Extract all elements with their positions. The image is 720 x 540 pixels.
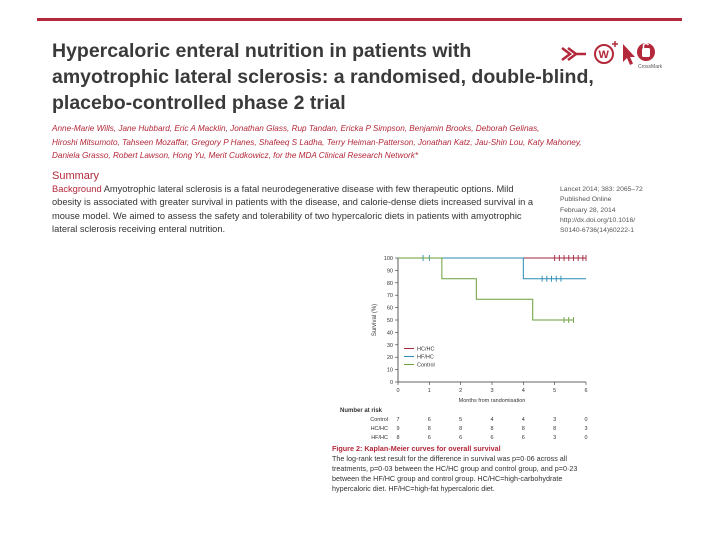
kaplan-meier-chart — [340, 246, 608, 442]
caption-line: between the HF/HC group and control group. HC/HC=high-carbohydrate — [332, 474, 563, 483]
risk-cell: 0 — [584, 417, 588, 423]
risk-cell: 6 — [427, 417, 431, 423]
title-line: amyotrophic lateral sclerosis: a randomised, double-blind, — [52, 66, 594, 88]
abstract-text: Amyotrophic lateral sclerosis is a fatal neurodegenerative disease with few therapeutic options. Mild — [101, 184, 514, 194]
cursor-icon[interactable] — [623, 44, 635, 65]
risk-cell: 6 — [490, 435, 494, 441]
risk-cell: 8 — [459, 426, 463, 432]
y-axis-label: Survival (%) — [372, 303, 378, 337]
title-line: Hypercaloric enteral nutrition in patients with — [52, 40, 472, 62]
risk-cell: 3 — [553, 417, 557, 423]
risk-cell: 0 — [584, 435, 588, 441]
risk-cell: 9 — [396, 426, 400, 432]
risk-cell: 6 — [521, 435, 525, 441]
y-tick-label: 0 — [389, 380, 393, 386]
y-tick-label: 40 — [386, 330, 393, 337]
x-tick-label: 1 — [427, 388, 431, 394]
x-tick-label: 5 — [553, 388, 557, 394]
y-tick-label: 20 — [386, 355, 393, 362]
author-line: Hiroshi Mitsumoto, Tahseen Mozaffar, Gregory P Hanes, Shafeeq S Ladha, Terry Heiman-Patterson, Jonathan Katz, Jau-Shin Lou, Katy Mahoney, — [52, 137, 582, 147]
summary-heading: Summary — [52, 170, 100, 182]
risk-cell: 8 — [553, 426, 557, 432]
caption-line: hypercaloric diet. HF/HC=high-fat hypercaloric diet. — [332, 484, 495, 493]
x-tick-label: 4 — [521, 388, 525, 394]
y-tick-label: 90 — [386, 268, 393, 275]
y-tick-label: 50 — [386, 318, 393, 324]
abstract-line-first — [52, 183, 550, 196]
abstract — [52, 183, 550, 236]
risk-row-label: HF/HC — [371, 435, 388, 441]
journal-logos — [560, 36, 670, 70]
publication-info — [560, 185, 680, 236]
crossmark-label: CrossMark — [638, 64, 663, 70]
author-line: Anne-Marie Wills, Jane Hubbard, Eric A Macklin, Jonathan Glass, Rup Tandan, Ericka P Simpson, Benjamin Brooks, Deborah Gelinas, — [52, 124, 540, 133]
legend-label: HF/HC — [417, 354, 434, 361]
kaplan-meier-svg — [340, 246, 608, 442]
risk-cell: 7 — [396, 417, 400, 423]
risk-cell: 3 — [553, 435, 557, 441]
y-tick-label: 10 — [386, 367, 393, 374]
doi-link[interactable]: S0140-6736(14)60222-1 — [560, 227, 635, 235]
caption-title: Figure 2: Kaplan-Meier curves for overall survival — [332, 444, 501, 453]
caption-line: treatments, p=0·03 between the HC/HC group and control group, and p=0·23 — [332, 464, 578, 473]
figure-caption — [332, 444, 612, 494]
risk-row-label: Control — [370, 417, 388, 423]
risk-cell: 4 — [521, 417, 525, 423]
citation: Lancet 2014; 383: 2065–72 — [560, 186, 643, 193]
abstract-line: mouse model. We aimed to assess the safety and tolerability of two hypercaloric diets in patients with amyotrophic — [52, 210, 522, 221]
risk-cell: 6 — [427, 435, 431, 441]
w-plus-icon[interactable] — [595, 41, 618, 63]
x-tick-label: 0 — [396, 388, 400, 394]
risk-cell: 6 — [459, 435, 463, 441]
open-access-icon[interactable] — [637, 43, 655, 61]
title-line: placebo-controlled phase 2 trial — [52, 92, 346, 114]
risk-row-label: HC/HC — [370, 426, 388, 432]
legend-label: Control — [417, 362, 435, 369]
risk-cell: 4 — [490, 417, 494, 423]
paper-title — [52, 38, 594, 116]
doi-link[interactable]: http://dx.doi.org/10.1016/ — [560, 216, 636, 224]
arrow-logo-icon[interactable] — [562, 48, 586, 60]
svg-text:W: W — [598, 49, 609, 61]
y-tick-label: 30 — [386, 342, 393, 349]
series-line — [398, 258, 586, 279]
series-line — [398, 258, 573, 320]
risk-cell: 3 — [584, 426, 588, 432]
x-axis-label: Months from randomisation — [458, 398, 526, 404]
published-date: February 28, 2014 — [560, 206, 616, 214]
risk-cell: 8 — [396, 435, 400, 441]
author-list — [52, 122, 592, 163]
y-tick-label: 100 — [383, 256, 393, 262]
abstract-line: lateral sclerosis receiving enteral nutrition. — [52, 223, 226, 234]
y-tick-label: 70 — [386, 293, 393, 300]
top-rule — [37, 18, 682, 21]
risk-cell: 8 — [490, 426, 494, 432]
published-label: Published Online — [560, 196, 612, 204]
author-line: Daniela Grasso, Robert Lawson, Hong Yu, Merit Cudkowicz, for the MDA Clinical Research Network* — [52, 151, 419, 160]
abstract-line: obesity is associated with greater survival in patients with the disease, and calorie-dense diets increased survival in a — [52, 197, 534, 208]
risk-table-heading: Number at risk — [340, 408, 383, 414]
background-label: Background — [52, 184, 102, 194]
y-tick-label: 80 — [386, 280, 393, 287]
x-tick-label: 6 — [584, 388, 588, 394]
x-tick-label: 2 — [459, 388, 463, 394]
risk-cell: 8 — [427, 426, 431, 432]
x-tick-label: 3 — [490, 388, 494, 394]
risk-cell: 5 — [459, 417, 463, 423]
risk-cell: 8 — [521, 426, 525, 432]
y-tick-label: 60 — [386, 305, 393, 312]
caption-line: The log-rank test result for the difference in survival was p=0·06 across all — [332, 454, 567, 463]
legend-label: HC/HC — [417, 346, 435, 353]
